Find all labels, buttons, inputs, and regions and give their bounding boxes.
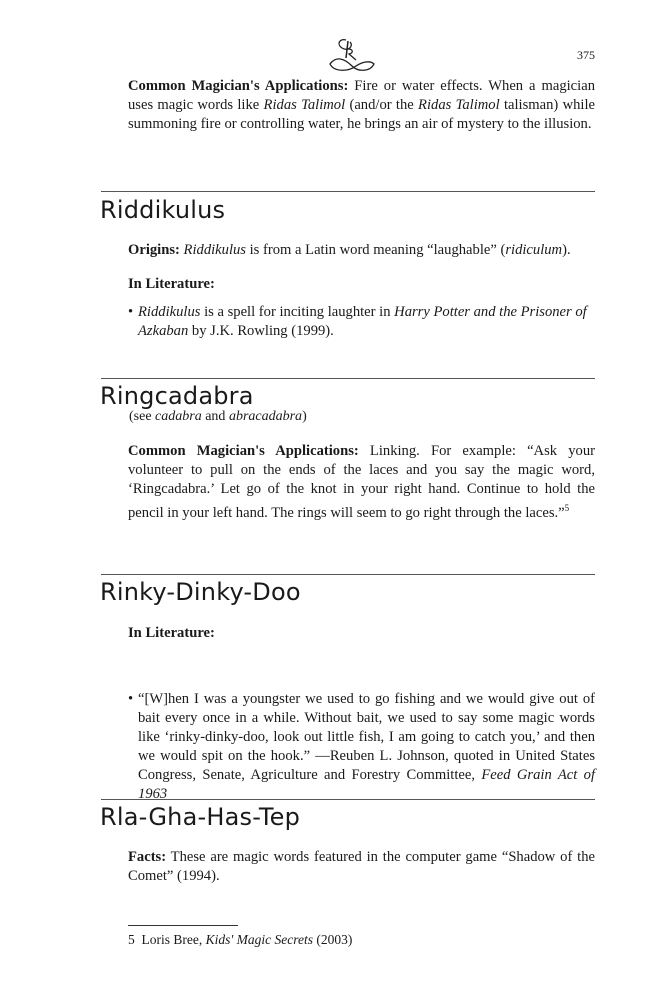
entry-heading-riddikulus: Riddikulus bbox=[100, 196, 226, 224]
section-divider bbox=[101, 191, 595, 192]
origins-text: ). bbox=[562, 242, 571, 258]
intro-text: talisman) while summoning fire or controlling water, he brings an air of mystery to the illusion. bbox=[128, 97, 595, 132]
fleuron-r-monogram-icon bbox=[326, 34, 378, 76]
section-divider bbox=[101, 574, 595, 575]
entry-heading-ringcadabra: Ringcadabra bbox=[100, 382, 254, 410]
footnote-text: Loris Bree, bbox=[134, 932, 206, 947]
riddikulus-origins bbox=[128, 241, 595, 260]
ringcadabra-see-also bbox=[129, 408, 307, 426]
applications-text: Linking. For example: “Ask your volunteer to pull on the ends of the laces and you say the magic word, ‘Ringcadabra.’ Let go of the knot in your right hand. Continue to hold the pencil in your left hand. The rings will seem to go right through the laces.” bbox=[128, 443, 595, 521]
applications-label: Common Magician's Applications: bbox=[128, 443, 359, 459]
riddikulus-literature-item bbox=[128, 303, 595, 341]
intro-italic: Ridas Talimol bbox=[263, 97, 346, 113]
section-divider bbox=[101, 799, 595, 800]
see-italic: cadabra bbox=[155, 409, 202, 424]
facts-label: Facts: bbox=[128, 849, 167, 865]
footnote bbox=[128, 931, 352, 949]
origins-label: Origins: bbox=[128, 242, 180, 258]
rinky-literature-item bbox=[128, 690, 595, 804]
footnote-text: (2003) bbox=[312, 932, 353, 947]
literature-quote: “[W]hen I was a youngster we used to go fishing and we would give out of bait every once in a while. Without bait, we used to say some magic words like ‘rinky-dinky-doo, look out little fish, I am going to catch you,’ and then we would spit on the hook.” —Reuben L. Johnson, quoted in United States Congress, Senate, Agriculture and Forestry Committee, bbox=[138, 691, 595, 783]
footnote-italic: Kids' Magic Secrets bbox=[205, 932, 313, 947]
riddikulus-literature-label bbox=[128, 275, 595, 294]
intro-text: (and/or the bbox=[345, 97, 419, 113]
page-number: 375 bbox=[577, 48, 595, 62]
footnote-reference: 5 bbox=[564, 503, 570, 513]
literature-italic: Riddikulus bbox=[138, 304, 201, 320]
intro-label: Common Magician's Applications: bbox=[128, 78, 349, 94]
see-text: ) bbox=[302, 409, 307, 424]
facts-text: These are magic words featured in the computer game “Shadow of the Comet” (1994). bbox=[128, 849, 595, 884]
see-text: and bbox=[201, 409, 229, 424]
origins-text: is from a Latin word meaning “laughable” ( bbox=[245, 242, 506, 258]
literature-label: In Literature: bbox=[128, 276, 215, 292]
intro-text: Fire or water effects. When a magician uses magic words like bbox=[128, 78, 595, 113]
see-italic: abracadabra bbox=[228, 409, 303, 424]
literature-text: is a spell for inciting laughter in bbox=[200, 304, 395, 320]
ringcadabra-applications bbox=[128, 442, 595, 523]
literature-label: In Literature: bbox=[128, 625, 215, 641]
literature-italic: Feed Grain Act of 1963 bbox=[138, 767, 596, 802]
entry-heading-rinky-dinky-doo: Rinky-Dinky-Doo bbox=[100, 578, 301, 606]
origins-italic: Riddikulus bbox=[183, 242, 246, 258]
origins-italic: ridiculum bbox=[505, 242, 563, 258]
section-divider bbox=[101, 378, 595, 379]
footnote-number: 5 bbox=[128, 932, 135, 947]
see-text: (see bbox=[129, 409, 156, 424]
literature-text: by J.K. Rowling (1999). bbox=[188, 323, 334, 339]
literature-italic: Harry Potter and the Prisoner of Azkaban bbox=[138, 304, 587, 339]
intro-paragraph bbox=[128, 77, 595, 134]
footnote-divider bbox=[128, 925, 238, 926]
rla-facts bbox=[128, 848, 595, 886]
intro-italic: Ridas Talimol bbox=[418, 97, 500, 113]
entry-heading-rla-gha-has-tep: Rla-Gha-Has-Tep bbox=[100, 803, 301, 831]
rinky-literature-label bbox=[128, 624, 595, 643]
